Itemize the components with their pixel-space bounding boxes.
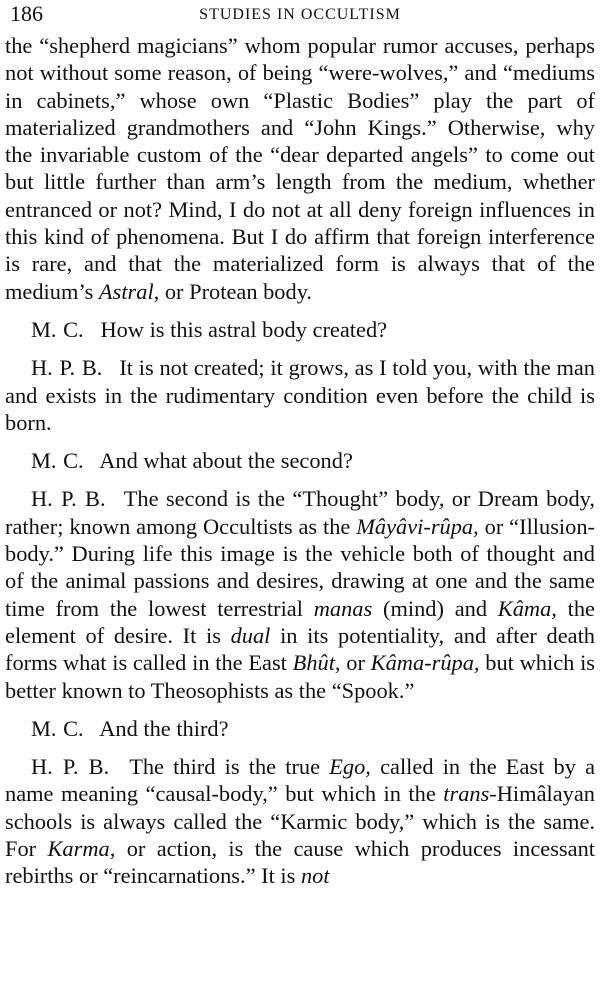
italic-term: manas xyxy=(313,595,373,621)
speaker-label: M. C. xyxy=(31,448,84,474)
text-run: or “Illusion-body.” During life this image is the vehicle both of thought and of the animal passions and desires, drawing at one and the same time from the lowest terrestrial xyxy=(5,513,595,621)
page-header xyxy=(5,0,595,32)
italic-term: Bhût, xyxy=(292,650,341,676)
italic-term: Kâma-rûpa, xyxy=(370,650,480,676)
speaker-label: H. P. B. xyxy=(31,754,110,780)
dialogue-paragraph xyxy=(5,354,595,436)
dialogue-paragraph xyxy=(5,316,595,343)
text-run: the element of desire. It is xyxy=(5,595,595,648)
dialogue-paragraph xyxy=(5,485,595,703)
dialogue-paragraph xyxy=(5,753,595,889)
body-text xyxy=(5,32,595,890)
text-run: The third is the true xyxy=(129,754,330,780)
running-head: STUDIES IN OCCULTISM xyxy=(199,6,401,23)
dialogue-paragraph xyxy=(5,447,595,474)
text-run: It is not created; it grows, as I told you, with the man and exists in the rudimentary condition even before the child is born. xyxy=(5,355,595,435)
text-run: or Protean body. xyxy=(159,278,313,304)
text-run: (mind) and xyxy=(372,595,498,621)
italic-term: Astral, xyxy=(98,278,160,304)
italic-term: trans- xyxy=(443,781,497,807)
dialogue-paragraph xyxy=(5,715,595,742)
speaker-label: H. P. B. xyxy=(31,355,103,381)
text-run: called in the East by a name meaning “causal-body,” but which in the xyxy=(5,754,596,807)
text-run: The second is the “Thought” body, or Dream body, rather; known among Occultists as the xyxy=(5,486,596,539)
text-run: the “shepherd magicians” whom popular rumor accuses, perhaps not without some reason, of being “were-wolves,” and “mediums in cabinets,” whose own “Plastic Bodies” play the part of materialized grandmothers and “John Kings.” Otherwise, why the invariable custom of the “dear departed angels” to come out but little further than arm’s length from the medium, whether entranced or not? Mind, I do not at all deny foreign influences in this kind of phenomena. But I do affirm that foreign interference is rare, and that the materialized form is always that of the medium’s xyxy=(5,33,595,304)
page-number: 186 xyxy=(10,1,43,26)
text-run: but which is better known to Theosophists as the “Spook.” xyxy=(5,650,596,703)
text-run: or xyxy=(340,650,371,676)
continuation-paragraph xyxy=(5,32,595,305)
italic-term: dual xyxy=(230,622,271,648)
speaker-label: M. C. xyxy=(31,715,84,741)
italic-term: Ego, xyxy=(329,754,371,780)
text-run: And the third? xyxy=(99,715,229,741)
text-run: in its potentiality, and after death forms what is called in the East xyxy=(5,622,596,676)
speaker-label: H. P. B. xyxy=(31,486,106,512)
text-run: Himâlayan schools is always called the “Karmic body,” which is the same. For xyxy=(5,781,595,862)
text-run: How is this astral body created? xyxy=(100,316,388,342)
italic-term: Kâma, xyxy=(497,595,557,621)
text-run: And what about the second? xyxy=(99,448,353,474)
italic-term: Mâyâvi-rûpa, xyxy=(356,513,479,539)
italic-term: not xyxy=(300,863,330,889)
italic-term: Karma, xyxy=(47,836,116,862)
speaker-label: M. C. xyxy=(31,316,84,342)
text-run: or action, is the cause which produces incessant rebirths or “reincarnations.” It is xyxy=(5,836,596,889)
